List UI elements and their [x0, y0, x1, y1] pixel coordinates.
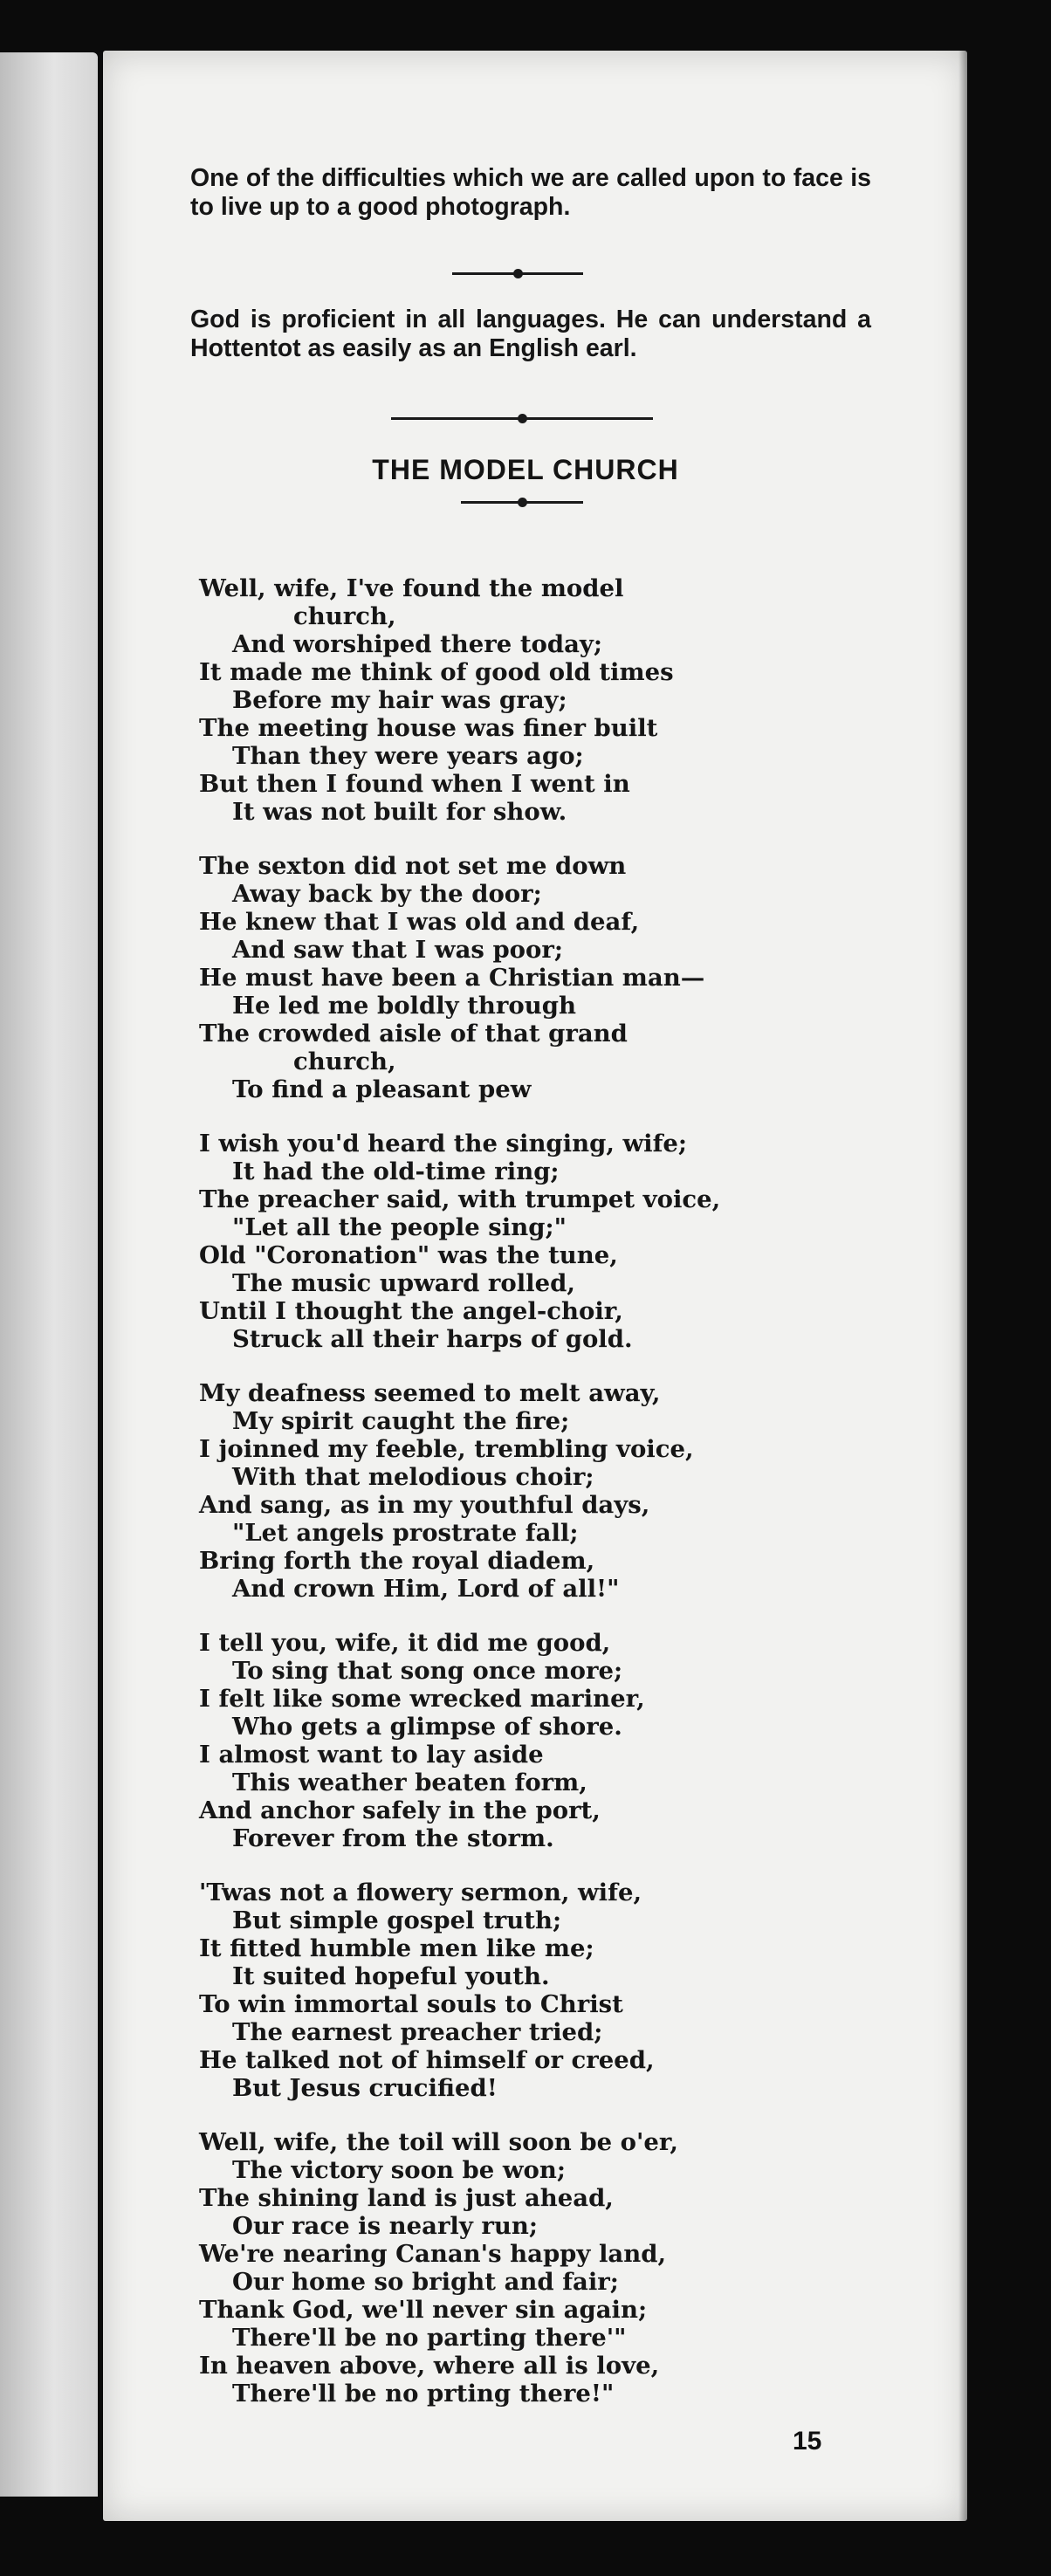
poem-line: "Let all the people sing;"	[232, 1213, 567, 1241]
poem-line: Well, wife, the toil will soon be o'er,	[199, 2128, 678, 2156]
poem-title: THE MODEL CHURCH	[372, 454, 679, 485]
poem-line: My spirit caught the fire;	[232, 1407, 570, 1435]
poem-line: He led me boldly through	[232, 992, 576, 1020]
poem-line: I wish you'd heard the singing, wife;	[199, 1130, 688, 1157]
intro-paragraph-2-block	[190, 306, 871, 363]
poem-line: To sing that song once more;	[232, 1657, 623, 1685]
poem-line: The music upward rolled,	[232, 1269, 575, 1297]
poem-line: Old "Coronation" was the tune,	[199, 1241, 618, 1269]
stanza-1	[199, 574, 889, 826]
poem-line: Before my hair was gray;	[232, 686, 567, 714]
divider-rule-3	[461, 501, 583, 504]
poem-line: But Jesus crucified!	[232, 2074, 498, 2102]
poem-line: The victory soon be won;	[232, 2156, 566, 2184]
poem-line: It was not built for show.	[232, 798, 567, 826]
poem-line: The earnest preacher tried;	[232, 2018, 603, 2046]
poem-line: Forever from the storm.	[232, 1824, 554, 1852]
poem-line: It fitted humble men like me;	[199, 1934, 594, 1962]
intro-paragraphs	[190, 164, 871, 222]
poem-line: Struck all their harps of gold.	[232, 1325, 633, 1353]
poem-line: In heaven above, where all is love,	[199, 2352, 660, 2380]
poem-line: Our home so bright and fair;	[232, 2268, 619, 2296]
poem-line: Until I thought the angel-choir,	[199, 1297, 623, 1325]
poem-line: The crowded aisle of that grand	[199, 1020, 628, 1048]
divider-dot	[513, 269, 523, 278]
stanza-6	[199, 1879, 889, 2102]
poem-line: It suited hopeful youth.	[232, 1962, 550, 1990]
poem-line: It made me think of good old times	[199, 658, 674, 686]
divider-dot	[518, 414, 527, 423]
poem-line: Our race is nearly run;	[232, 2212, 539, 2240]
poem-line: Bring forth the royal diadem,	[199, 1547, 595, 1575]
poem-line: church,	[293, 1048, 396, 1075]
poem-line: Thank God, we'll never sin again;	[199, 2296, 648, 2324]
poem-body	[199, 574, 889, 2434]
stanza-2	[199, 852, 889, 1103]
poem-line: And anchor safely in the port,	[199, 1796, 601, 1824]
poem-line: I almost want to lay aside	[199, 1741, 544, 1769]
divider-rule-1	[452, 272, 583, 275]
poem-line: Well, wife, I've found the model	[199, 574, 624, 602]
stanza-3	[199, 1130, 889, 1353]
poem-line: My deafness seemed to melt away,	[199, 1379, 661, 1407]
poem-line: And saw that I was poor;	[232, 936, 564, 964]
poem-line: Away back by the door;	[232, 880, 542, 908]
page-number: 15	[793, 2427, 822, 2456]
poem-line: It had the old-time ring;	[232, 1157, 560, 1185]
poem-line: But then I found when I went in	[199, 770, 630, 798]
divider-dot	[518, 498, 527, 507]
poem-line: But simple gospel truth;	[232, 1906, 562, 1934]
adjacent-page-edge	[0, 52, 98, 2497]
poem-line: This weather beaten form,	[232, 1769, 587, 1796]
stanza-4	[199, 1379, 889, 1603]
poem-line: With that melodious choir;	[232, 1463, 594, 1491]
divider-rule-2	[391, 417, 653, 420]
poem-line: And sang, as in my youthful days,	[199, 1491, 650, 1519]
intro-paragraph-2: God is proficient in all languages. He can understand a Hottentot as easily as an English earl.	[190, 306, 871, 362]
stanza-5	[199, 1629, 889, 1852]
intro-paragraph-1: One of the difficulties which we are called upon to face is to live up to a good photograph.	[190, 164, 871, 221]
poem-line: There'll be no prting there!"	[232, 2380, 615, 2408]
poem-line: The meeting house was finer built	[199, 714, 658, 742]
poem-line: church,	[293, 602, 396, 630]
poem-line: There'll be no parting there'"	[232, 2324, 627, 2352]
poem-line: The sexton did not set me down	[199, 852, 627, 880]
poem-line: The shining land is just ahead,	[199, 2184, 614, 2212]
poem-line: To win immortal souls to Christ	[199, 1990, 623, 2018]
poem-line: The preacher said, with trumpet voice,	[199, 1185, 721, 1213]
book-page	[103, 51, 967, 2521]
poem-line: I joinned my feeble, trembling voice,	[199, 1435, 694, 1463]
poem-line: I tell you, wife, it did me good,	[199, 1629, 611, 1657]
poem-line: "Let angels prostrate fall;	[232, 1519, 579, 1547]
poem-line: He talked not of himself or creed,	[199, 2046, 655, 2074]
poem-line: Than they were years ago;	[232, 742, 584, 770]
poem-line: 'Twas not a flowery sermon, wife,	[199, 1879, 642, 1906]
poem-line: I felt like some wrecked mariner,	[199, 1685, 645, 1713]
poem-line: To find a pleasant pew	[232, 1075, 532, 1103]
poem-line: Who gets a glimpse of shore.	[232, 1713, 622, 1741]
poem-line: And worshiped there today;	[232, 630, 603, 658]
poem-line: He knew that I was old and deaf,	[199, 908, 640, 936]
poem-line: And crown Him, Lord of all!"	[232, 1575, 620, 1603]
poem-line: He must have been a Christian man—	[199, 964, 705, 992]
stanza-7	[199, 2128, 889, 2408]
poem-line: We're nearing Canan's happy land,	[199, 2240, 667, 2268]
